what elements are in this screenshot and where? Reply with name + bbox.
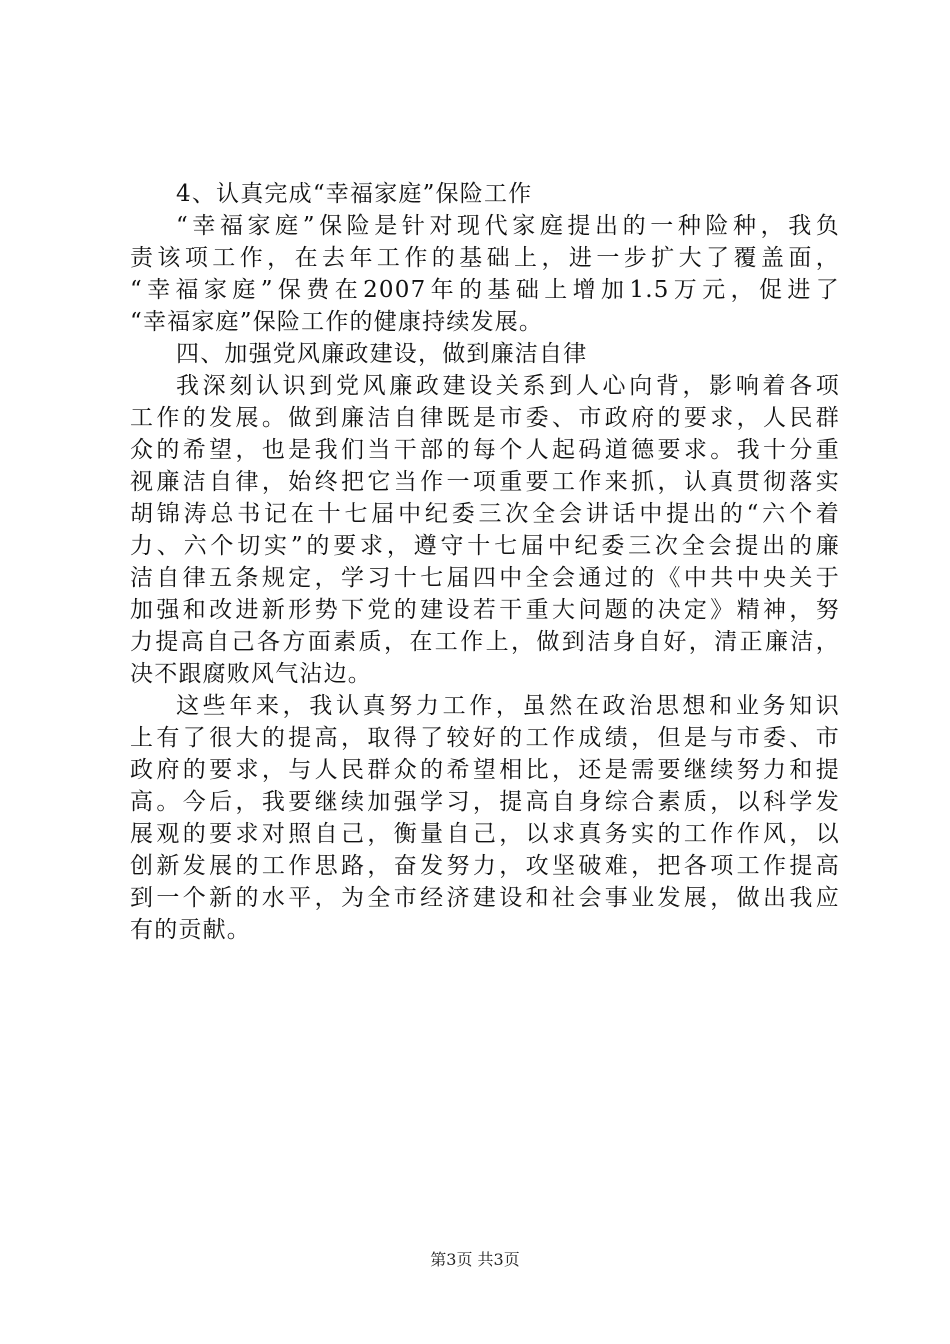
- paragraph-line: 力提高自己各方面素质，在工作上，做到洁身自好，清正廉洁，: [130, 629, 840, 655]
- paragraph-line: 创新发展的工作思路，奋发努力，攻坚破难，把各项工作提高: [130, 853, 840, 879]
- paragraph-line: 上有了很大的提高，取得了较好的工作成绩，但是与市委、市: [130, 725, 840, 751]
- paragraph-line: 决不跟腐败风气沾边。: [130, 661, 372, 687]
- paragraph-line: 政府的要求，与人民群众的希望相比，还是需要继续努力和提: [130, 757, 840, 783]
- paragraph-line: 我深刻认识到党风廉政建设关系到人心向背，影响着各项: [176, 373, 840, 399]
- paragraph-line: 力、六个切实”的要求，遵守十七届中纪委三次全会提出的廉: [130, 533, 840, 559]
- page-number-footer: 第3页 共3页: [430, 1250, 520, 1269]
- paragraph-line: 有的贡献。: [130, 917, 251, 943]
- paragraph-line: 责该项工作，在去年工作的基础上，进一步扩大了覆盖面，: [130, 245, 840, 271]
- paragraph-line: 这些年来，我认真努力工作，虽然在政治思想和业务知识: [176, 693, 840, 719]
- paragraph-line: 加强和改进新形势下党的建设若干重大问题的决定》精神，努: [130, 597, 840, 623]
- paragraph-line: “幸福家庭”保险工作的健康持续发展。: [130, 309, 544, 335]
- section-heading-integrity: 四、加强党风廉政建设，做到廉洁自律: [176, 341, 588, 367]
- paragraph-line: 到一个新的水平，为全市经济建设和社会事业发展，做出我应: [130, 885, 840, 911]
- paragraph-line: “幸福家庭”保险是针对现代家庭提出的一种险种，我负: [176, 213, 840, 239]
- section-heading-insurance: 4、认真完成“幸福家庭”保险工作: [176, 181, 533, 207]
- paragraph-line: 众的希望，也是我们当干部的每个人起码道德要求。我十分重: [130, 437, 840, 463]
- paragraph-line: 胡锦涛总书记在十七届中纪委三次全会讲话中提出的“六个着: [130, 501, 840, 527]
- paragraph-line: “幸福家庭”保费在2007年的基础上增加1.5万元，促进了: [130, 277, 840, 303]
- paragraph-line: 工作的发展。做到廉洁自律既是市委、市政府的要求，人民群: [130, 405, 840, 431]
- paragraph-line: 展观的要求对照自己，衡量自己，以求真务实的工作作风，以: [130, 821, 840, 847]
- paragraph-line: 视廉洁自律，始终把它当作一项重要工作来抓，认真贯彻落实: [130, 469, 840, 495]
- paragraph-line: 洁自律五条规定，学习十七届四中全会通过的《中共中央关于: [130, 565, 840, 591]
- paragraph-line: 高。今后，我要继续加强学习，提高自身综合素质，以科学发: [130, 789, 840, 815]
